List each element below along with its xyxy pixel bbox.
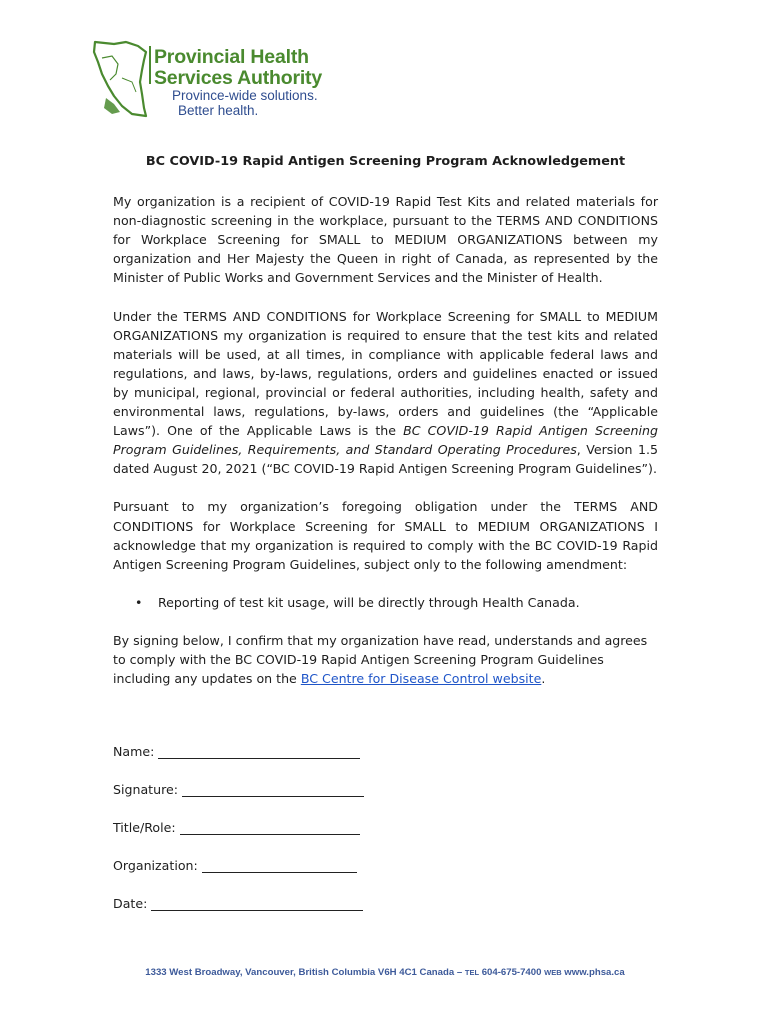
paragraph-confirm-text: By signing below, I confirm that my organization have read, understands and agrees to comply with the BC COVID-19 Rapid Antigen Screening Program Guidelines including any updates on the	[113, 632, 648, 687]
footer-tel: 604-675-7400	[479, 967, 545, 978]
document-title: BC COVID-19 Rapid Antigen Screening Program Acknowledgement	[145, 154, 626, 169]
paragraph-recipient: My organization is a recipient of COVID-19 Rapid Test Kits and related materials for non-diagnostic screening in the workplace, pursuant to the TERMS AND CONDITIONS for Workplace Screening for SMALL to MEDIUM ORGANIZATIONS between my organization and Her Majesty the Queen in right of Canada, as represented by the Minister of Public Works and Government Services and the Minister of Health.	[113, 194, 658, 286]
footer-tel-label: TEL	[464, 968, 480, 977]
logo-tagline-line2: Better health.	[178, 103, 259, 118]
document-body	[113, 152, 658, 707]
footer-address	[0, 967, 770, 978]
phsa-logo	[92, 38, 342, 118]
bccdc-website-link[interactable]: BC Centre for Disease Control website	[300, 671, 542, 687]
footer-web-label: WEB	[544, 968, 562, 977]
paragraph-terms-version: , Version 1.5 dated August 20, 2021 (“BC COVID-19 Rapid Antigen Screening Program Guidelines”).	[113, 442, 658, 477]
guidelines-title: BC COVID-19 Rapid Antigen Screening Program Guidelines, Requirements, and Standard Operating Procedures	[113, 423, 658, 458]
title-role-label: Title/Role:	[113, 820, 176, 835]
organization-input-line[interactable]	[202, 858, 357, 873]
date-input-line[interactable]	[151, 896, 363, 911]
footer-street: 1333 West Broadway, Vancouver, British Columbia V6H 4C1 Canada –	[145, 967, 465, 978]
logo-name-line1: Provincial Health	[154, 46, 309, 68]
organization-field	[113, 853, 413, 873]
paragraph-terms-text: Under the TERMS AND CONDITIONS for Workplace Screening for SMALL to MEDIUM ORGANIZATIONS my organization is required to ensure that the test kits and related materials will be used, at all times, in compliance with applicable federal laws and regulations, and laws, by-laws, regulations, orders and guidelines enacted or issued by municipal, regional, provincial or federal authorities, including health, safety and environmental laws, regulations, by-laws, orders and guidelines (the “Applicable Laws”). One of the Applicable Laws is the	[113, 308, 658, 439]
date-field	[113, 891, 413, 911]
paragraph-obligation: Pursuant to my organization’s foregoing obligation under the TERMS AND CONDITIONS for Workplace Screening for SMALL to MEDIUM ORGANIZATIONS I acknowledge that my organization is required to comply with the BC COVID-19 Rapid Antigen Screening Program Guidelines, subject only to the following amendment:	[113, 499, 658, 572]
name-input-line[interactable]	[158, 744, 360, 759]
logo-tagline-line1: Province-wide solutions.	[172, 88, 318, 103]
bc-map-icon	[92, 38, 154, 118]
logo-name-line2: Services Authority	[154, 67, 322, 89]
organization-label: Organization:	[113, 858, 198, 873]
logo-tagline	[172, 88, 318, 118]
footer-web: www.phsa.ca	[561, 967, 625, 978]
bullet-icon: •	[135, 594, 143, 610]
name-label: Name:	[113, 744, 155, 759]
date-label: Date:	[113, 896, 148, 911]
signature-field	[113, 777, 413, 797]
signature-input-line[interactable]	[182, 782, 364, 797]
title-role-field	[113, 815, 413, 835]
title-role-input-line[interactable]	[180, 820, 360, 835]
logo-wordmark	[154, 47, 322, 89]
amendment-text: Reporting of test kit usage, will be directly through Health Canada.	[158, 594, 580, 610]
name-field	[113, 739, 413, 759]
list-item	[113, 593, 658, 612]
signature-block	[113, 739, 413, 929]
paragraph-terms	[113, 307, 658, 479]
paragraph-confirm	[113, 631, 658, 688]
amendment-list	[113, 593, 658, 612]
signature-label: Signature:	[113, 782, 178, 797]
paragraph-confirm-end: .	[541, 671, 546, 687]
